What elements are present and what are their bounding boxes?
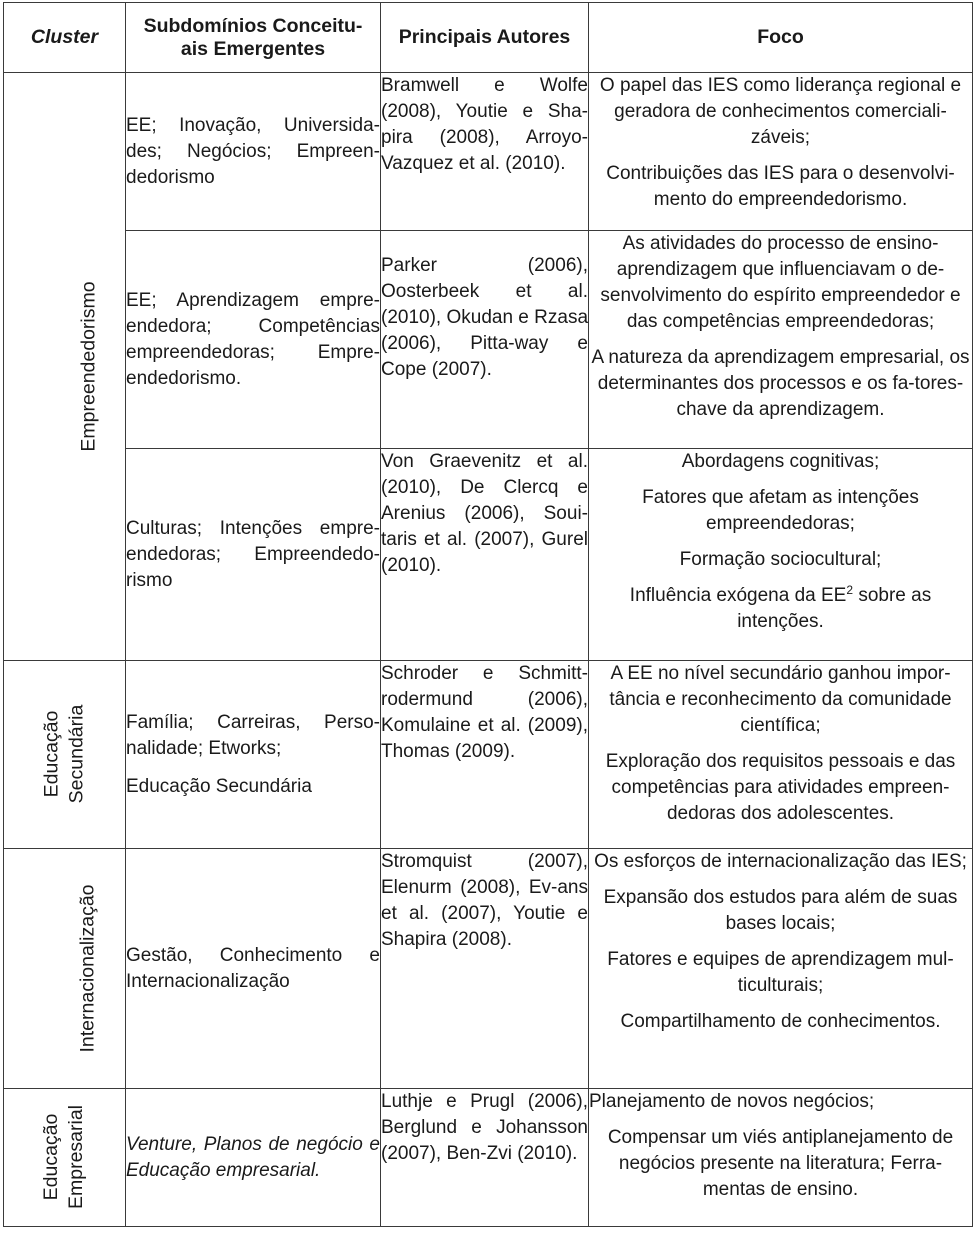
focus-cell: Abordagens cognitivas; Fatores que afetam as intenções empreendedoras; Formação sociocultural; Influência exógena da $EE^2$ sobre as intenções.	[589, 449, 973, 661]
focus-cell: O papel das IES como liderança regional e geradora de conhecimentos comerciali-záveis; Contribuições das IES para o desenvolvi-mento do empreendedorismo.	[589, 73, 973, 231]
authors-cell: Stromquist (2007), Elenurm (2008), Ev-ans et al. (2007), Youtie e Shapira (2008).	[381, 849, 589, 1089]
authors-cell: Bramwell e Wolfe (2008), Youtie e Sha-pira (2008), Arroyo-Vazquez et al. (2010).	[381, 73, 589, 231]
cluster-educacao-empresarial: Educação Empresarial	[4, 1089, 126, 1227]
focus-cell: Planejamento de novos negócios; Compensar um viés antiplanejamento de negócios presente na literatura; Ferra-mentas de ensino.	[589, 1089, 973, 1227]
cluster-empreendedorismo: Empreendedorismo	[4, 73, 126, 661]
literature-table	[3, 2, 973, 1227]
subdomains-cell: Culturas; Intenções empre-endedoras; Empreendedo-rismo	[126, 449, 381, 661]
focus-cell: Os esforços de internacionalização das IES; Expansão dos estudos para além de suas bases locais; Fatores e equipes de aprendizagem mul-ticulturais; Compartilhamento de conhecimentos.	[589, 849, 973, 1089]
authors-cell: Von Graevenitz et al. (2010), De Clercq e Arenius (2006), Soui-taris et al. (2007), Gurel (2010).	[381, 449, 589, 661]
authors-cell: Parker (2006), Oosterbeek et al. (2010), Okudan e Rzasa (2006), Pitta-way e Cope (2007).	[381, 231, 589, 449]
table-row	[4, 1089, 973, 1227]
header-focus: Foco	[589, 3, 973, 73]
subdomains-cell: Venture, Planos de negócio e Educação empresarial.	[126, 1089, 381, 1227]
table-row	[4, 231, 973, 449]
cluster-educacao-secundaria: Educação Secundária	[4, 661, 126, 849]
focus-cell: As atividades do processo de ensino-aprendizagem que influenciavam o de-senvolvimento do espírito empreendedor e das competências empreendedoras; A natureza da aprendizagem empresarial, os determinantes dos processos e os fa-tores-chave da aprendizagem.	[589, 231, 973, 449]
footnote-marker: 2	[846, 583, 854, 597]
subdomains-cell: EE; Aprendizagem empre-endedora; Competências empreendedoras; Empre-endedorismo.	[126, 231, 381, 449]
header-cluster: Cluster	[4, 3, 126, 73]
subdomains-cell: Família; Carreiras, Perso-nalidade; Etworks; Educação Secundária	[126, 661, 381, 849]
subdomains-cell: EE; Inovação, Universida-des; Negócios; Empreen-dedorismo	[126, 73, 381, 231]
subdomains-cell: Gestão, Conhecimento e Internacionalização	[126, 849, 381, 1089]
table-row	[4, 73, 973, 231]
cluster-internacionalizacao: Internacionalização	[4, 849, 126, 1089]
table-row	[4, 849, 973, 1089]
authors-cell: Luthje e Prugl (2006), Berglund e Johansson (2007), Ben-Zvi (2010).	[381, 1089, 589, 1227]
authors-cell: Schroder e Schmitt-rodermund (2006), Komulaine et al. (2009), Thomas (2009).	[381, 661, 589, 849]
table-row	[4, 661, 973, 849]
table-row	[4, 449, 973, 661]
header-subdomains: Subdomínios Conceitu- ais Emergentes	[126, 3, 381, 73]
header-authors: Principais Autores	[381, 3, 589, 73]
focus-cell: A EE no nível secundário ganhou impor-tância e reconhecimento da comunidade científica; Exploração dos requisitos pessoais e das competências para atividades empreen-dedoras dos adolescentes.	[589, 661, 973, 849]
header-row	[4, 3, 973, 73]
